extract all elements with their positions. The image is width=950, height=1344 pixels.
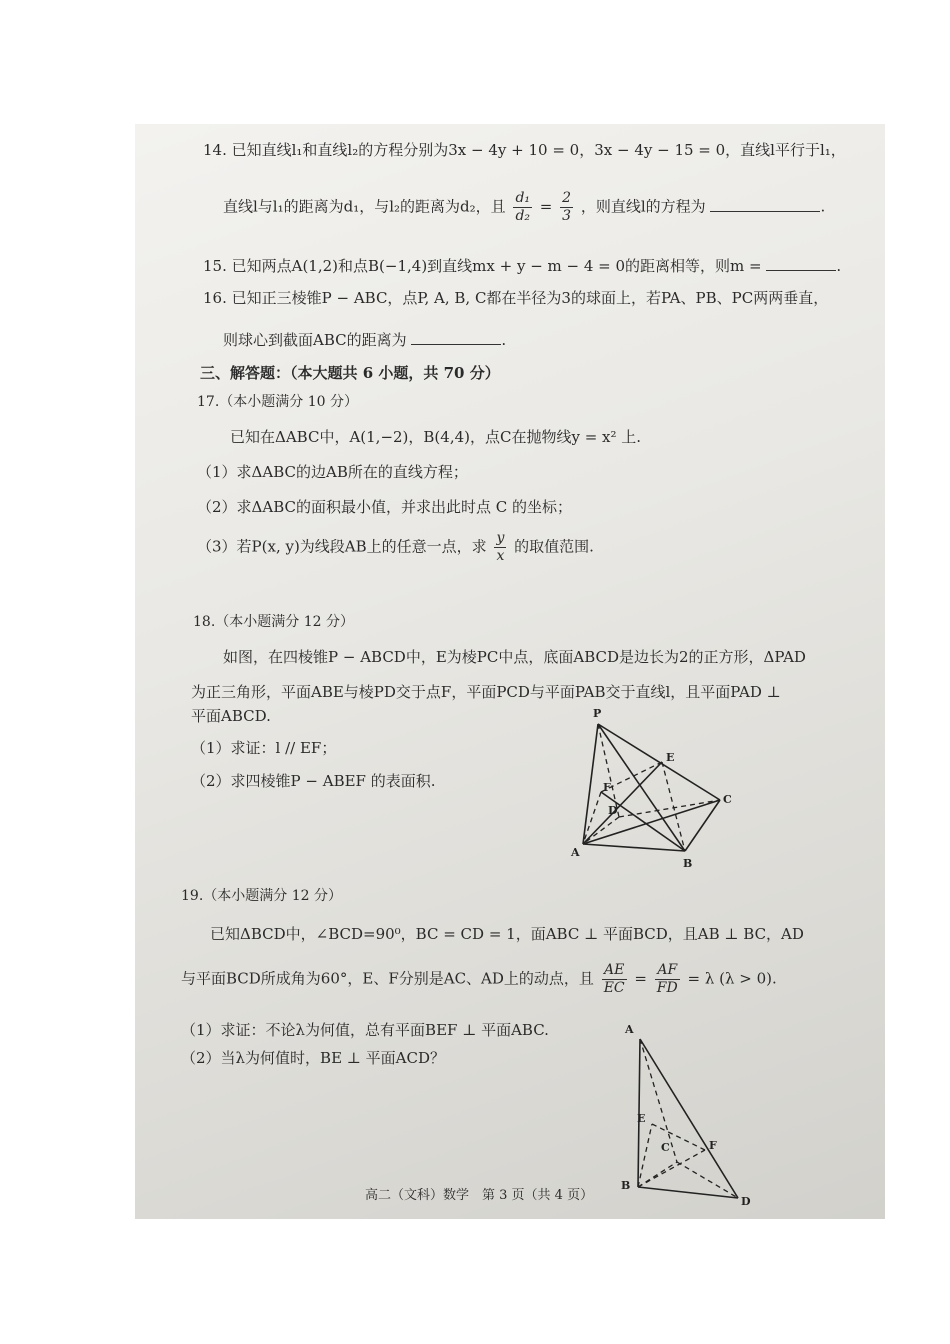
vertex-label: C [723, 793, 732, 806]
exam-page [135, 124, 885, 1219]
vertex-label: F [603, 781, 611, 794]
vertex-label: D [608, 804, 618, 817]
q17-part1: （1）求ΔABC的边AB所在的直线方程； [197, 463, 468, 481]
q16-line1: 16. 已知正三棱锥P − ABC，点P, A, B, C都在半径为3的球面上，若PA、PB、PC两两垂直， [203, 289, 829, 307]
q19-fraction-af-fd: $\frac{AF}{FD}$ [656, 962, 678, 996]
q18-line1: 如图，在四棱锥P − ABCD中，E为棱PC中点，底面ABCD是边长为2的正方形，ΔPAD [223, 648, 806, 666]
answer-blank [766, 256, 836, 271]
vertex-label: P [593, 707, 602, 720]
answer-blank [411, 330, 501, 345]
q18-part2: （2）求四棱锥P − ABEF 的表面积. [191, 772, 436, 790]
q18-line2: 为正三角形，平面ABE与棱PD交于点F，平面PCD与平面PAB交于直线l，且平面PAD ⊥ [191, 683, 781, 701]
vertex-label: A [571, 846, 580, 859]
q17-head: 17.（本小题满分 10 分） [197, 394, 358, 410]
q17-fraction: $\frac{y}{x}$ [496, 530, 505, 564]
q14-value-fraction: $\frac{2}{3}$ [562, 190, 572, 224]
q19-head: 19.（本小题满分 12 分） [181, 888, 342, 904]
vertex-label: B [683, 857, 693, 870]
vertex-label: E [637, 1112, 646, 1125]
q17-part3: （3）若P(x, y)为线段AB上的任意一点，求 $\frac{y}{x}$ 的取值范围. [197, 530, 594, 564]
q19-part1: （1）求证：不论λ为何值，总有平面BEF ⊥ 平面ABC. [181, 1021, 549, 1039]
vertex-label: F [709, 1139, 717, 1152]
vertex-label: E [666, 751, 675, 764]
q14-line2: 直线l与l₁的距离为d₁，与l₂的距离为d₂，且 $\frac{\text{d₁}}{\text{d₂}}$ = $\frac{2}{3}$ ，则直线l的方程为 . [223, 190, 826, 224]
q19-part2: （2）当λ为何值时，BE ⊥ 平面ACD？ [181, 1049, 446, 1067]
q18-head: 18.（本小题满分 12 分） [193, 614, 354, 630]
tetrahedron-figure [615, 1019, 760, 1209]
q18-part1: （1）求证：l // EF； [191, 739, 337, 757]
q15-line: 15. 已知两点A(1,2)和点B(−1,4)到直线mx + y − m − 4 = 0的距离相等，则m = . [203, 257, 842, 275]
answer-blank [710, 197, 820, 212]
pyramid-figure [565, 699, 745, 879]
q14-ratio-fraction: $\frac{\text{d₁}}{\text{d₂}}$ [515, 190, 531, 224]
vertex-label: A [625, 1023, 634, 1036]
q19-line2: 与平面BCD所成角为60°，E、F分别是AC、AD上的动点，且 $\frac{AE}{EC}$ = $\frac{AF}{FD}$ = λ (λ > 0). [181, 962, 777, 996]
q14-line1: 14. 已知直线l₁和直线l₂的方程分别为3x − 4y + 10 = 0，3x − 4y − 15 = 0，直线l平行于l₁， [203, 141, 846, 159]
vertex-label: C [661, 1141, 670, 1154]
vertex-label: D [741, 1195, 751, 1208]
q19-fraction-ae-ec: $\frac{AE}{EC}$ [603, 962, 625, 996]
q18-line3: 平面ABCD. [191, 707, 271, 725]
page-footer: 高二（文科）数学 第 3 页（共 4 页） [365, 1188, 594, 1203]
vertex-label: B [621, 1179, 631, 1192]
q16-line2: 则球心到截面ABC的距离为 . [223, 331, 507, 349]
q19-line1: 已知ΔBCD中，∠BCD=90⁰，BC = CD = 1，面ABC ⊥ 平面BCD，且AB ⊥ BC，AD [210, 925, 804, 943]
q17-part2: （2）求ΔABC的面积最小值，并求出此时点 C 的坐标； [197, 498, 573, 516]
section-heading: 三、解答题：（本大题共 6 小题，共 70 分） [200, 364, 500, 382]
q17-stem: 已知在ΔABC中，A(1,−2)，B(4,4)，点C在抛物线y = x² 上. [230, 428, 642, 446]
